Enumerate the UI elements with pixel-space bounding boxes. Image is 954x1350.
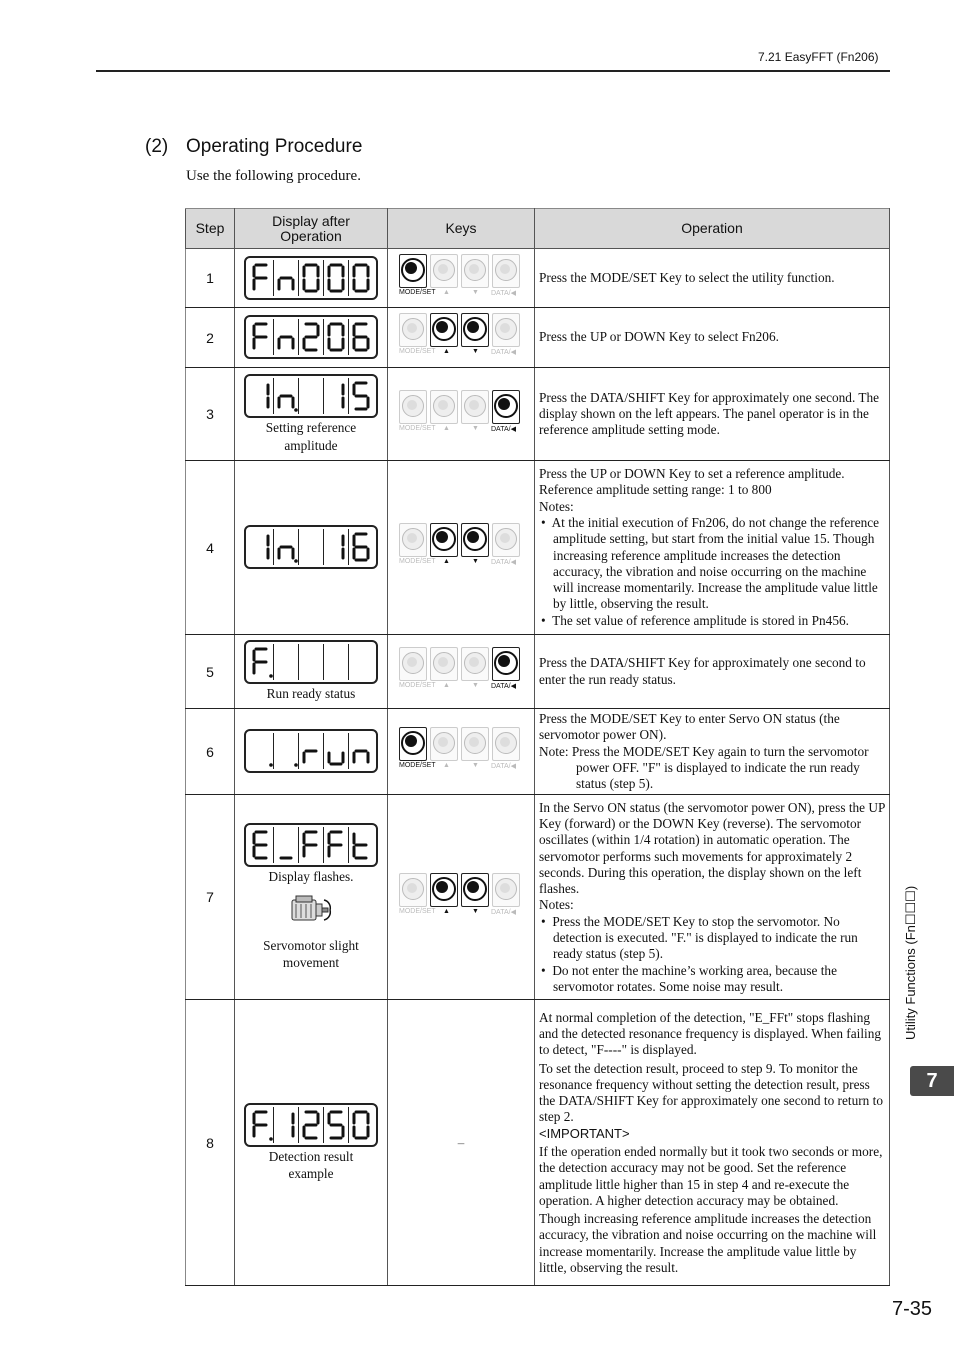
section-intro: Use the following procedure. [186,168,361,184]
table-row [186,249,890,308]
keypad-down-label: ▼ [472,558,479,565]
display-digit [249,827,273,863]
table-row [186,461,890,635]
header-display: Display after Operation [235,209,388,249]
step-number: 7 [186,795,235,1000]
operation-text: Press the UP or DOWN Key to set a reference amplitude. [539,466,845,482]
display-caption: Setting reference amplitude [265,420,357,453]
panel-display [244,640,378,684]
keypad-down-key [461,523,489,557]
keypad-diagram [399,726,523,772]
keypad-up-label: ▲ [443,907,450,915]
keypad-up-label: ▲ [443,424,450,432]
keypad-down-label: ▼ [472,348,479,355]
keypad-up-label: ▲ [443,348,450,355]
operation-text: Press the MODE/SET Key to enter Servo ON status (the servomotor power ON). [539,711,840,743]
keypad-down-label: ▼ [472,424,479,432]
keypad-down-key [461,254,489,288]
display-digit [273,827,298,863]
keypad-mode-label: MODE/SET [399,424,436,432]
keypad-diagram [399,872,523,918]
keypad-down-key [461,873,489,907]
keypad-up-key [430,254,458,288]
note-bullet: • The set value of reference amplitude is stored in Pn456. [541,612,849,628]
display-digit [273,260,298,296]
keypad-up-key [430,390,458,424]
display-digit [298,260,323,296]
keypad-data-key [492,873,520,907]
display-digit [323,1107,348,1143]
keypad-mode-label: MODE/SET [399,288,436,296]
display-caption: Detection result example [268,1148,354,1182]
step-number: 5 [186,635,235,709]
keys-cell [388,308,535,368]
display-digit [298,1107,323,1143]
keypad-mode-key [399,873,427,907]
display-digit [323,733,348,769]
display-digit [323,378,348,414]
display-digit [348,319,373,355]
table-row [186,635,890,709]
operation-text: Reference amplitude setting range: 1 to 800 [539,482,772,498]
display-digit [249,529,273,565]
table-row [186,368,890,461]
header-keys: Keys [388,209,535,249]
keys-cell [388,461,535,635]
operation-text: Press the DATA/SHIFT Key for approximately one second. The display shown on the left appears. The panel operator is in the reference amplitude setting mode. [539,389,880,438]
display-digit [273,319,298,355]
operation-cell [535,709,890,795]
keypad-down-label: ▼ [472,682,479,689]
display-cell [235,635,388,709]
keypad-mode-key [399,523,427,557]
display-digit [323,260,348,296]
keypad-data-key [492,313,520,347]
keys-cell: – [388,1000,535,1286]
keypad-up-key [430,727,458,761]
keypad-mode-key [399,390,427,424]
keypad-up-key [430,873,458,907]
step-number: 2 [186,308,235,368]
display-digit [298,319,323,355]
display-digit [323,319,348,355]
display-digit [348,1107,373,1143]
operation-cell [535,461,890,635]
operation-text: At normal completion of the detection, "E_FFt" stops flashing and the detected resonance frequency is displayed. When failing to detect, "F----" is displayed. [539,1009,882,1058]
display-digit [273,529,298,565]
operation-cell [535,368,890,461]
keypad-up-label: ▲ [443,762,450,770]
display-digit [323,827,348,863]
display-digit [249,733,273,769]
keypad-up-key [430,313,458,347]
keypad-data-key [492,727,520,761]
display-digit [249,1107,273,1143]
keypad-mode-label: MODE/SET [399,682,436,689]
side-tab-label: Utility Functions (Fn☐☐☐) [903,885,918,1040]
display-caption: Run ready status [266,686,356,702]
keypad-up-label: ▲ [443,558,450,565]
header-rule [96,70,890,72]
display-digit [249,378,273,414]
keypad-down-key [461,390,489,424]
table-row [186,1000,890,1286]
keypad-mode-key [399,647,427,681]
panel-display [244,823,378,867]
operation-cell [535,795,890,1000]
display-cell [235,249,388,308]
display-digit [298,529,323,565]
keypad-mode-label: MODE/SET [399,348,436,355]
keypad-data-key [492,647,520,681]
keypad-diagram [399,522,523,568]
operation-text: Though increasing reference amplitude increases the detection accuracy, the vibration and noise occurring on the machine will increase momentarily. Increase the amplitude value little by little, observing the result. [539,1211,877,1276]
step-number: 4 [186,461,235,635]
keys-cell [388,635,535,709]
operation-text: Press the DATA/SHIFT Key for approximately one second to enter the run ready status. [539,655,866,687]
keypad-diagram [399,389,523,435]
display-digit [298,378,323,414]
table-row [186,795,890,1000]
running-header: 7.21 EasyFFT (Fn206) [758,50,879,64]
keys-cell [388,795,535,1000]
keypad-down-key [461,313,489,347]
section-title: Operating Procedure [186,136,363,157]
step-number: 6 [186,709,235,795]
keypad-data-label: DATA/◀ [491,683,516,690]
display-digit [323,644,348,680]
keypad-diagram [399,253,523,299]
note-text: Note: Press the MODE/SET Key again to turn the servomotor power OFF. "F" is displayed to indicate the run ready status (step 5). [539,743,869,792]
keypad-data-label: DATA/◀ [491,908,516,916]
keys-cell [388,249,535,308]
keys-cell [388,709,535,795]
page-number: 7-35 [892,1298,933,1320]
keypad-data-label: DATA/◀ [491,289,516,297]
display-digit [298,733,323,769]
display-cell [235,1000,388,1286]
keypad-data-label: DATA/◀ [491,425,516,433]
display-digit [348,733,373,769]
keypad-up-key [430,523,458,557]
panel-display [244,374,378,418]
notes-label: Notes: [539,897,574,913]
important-label: <IMPORTANT> [539,1125,630,1141]
section-number: (2) [145,136,169,157]
panel-display [244,525,378,569]
display-digit [298,827,323,863]
operation-cell [535,308,890,368]
display-digit [249,644,273,680]
operation-text: Press the MODE/SET Key to select the utility function. [539,269,835,285]
display-cell [235,368,388,461]
keypad-down-key [461,727,489,761]
operation-text: To set the detection result, proceed to step 9. To monitor the resonance frequency without setting the detection result, press the DATA/SHIFT Key for approximately one second to return to step 2. [539,1060,883,1125]
notes-label: Notes: [539,498,574,514]
keypad-up-key [430,647,458,681]
procedure-table [185,208,890,1286]
panel-display [244,256,378,300]
note-bullet: • Do not enter the machine’s working area, because the servomotor rotates. Some noise may result. [541,962,837,994]
keypad-mode-key [399,313,427,347]
display-digit [273,1107,298,1143]
keypad-data-key [492,254,520,288]
keypad-mode-key [399,254,427,288]
keypad-up-label: ▲ [443,682,450,689]
display-digit [249,319,273,355]
step-number: 3 [186,368,235,461]
display-cell [235,308,388,368]
display-cell [235,461,388,635]
keypad-down-label: ▼ [472,288,479,296]
keypad-diagram [399,646,523,692]
display-digit [348,378,373,414]
note-bullet: • At the initial execution of Fn206, do not change the reference amplitude setting, but start from the initial value 15. Though increasing reference amplitude increases the detection accuracy, the vibration and noise occurring on the machine will increase momentarily. Increase the amplitude value little by little, observing the result. [541,514,880,612]
keypad-mode-key [399,727,427,761]
keypad-up-label: ▲ [443,288,450,296]
display-digit [348,529,373,565]
operation-cell [535,249,890,308]
section-heading [145,136,362,158]
display-digit [348,644,373,680]
chapter-tab: 7 [910,1066,954,1096]
display-caption: Servomotor slight movement [263,937,359,971]
step-number: 1 [186,249,235,308]
display-cell [235,795,388,1000]
keypad-mode-label: MODE/SET [399,907,436,915]
keypad-data-label: DATA/◀ [491,349,516,356]
note-bullet: • Press the MODE/SET Key to stop the servomotor. No detection is executed. "F." is displayed to indicate the run ready status (step 5). [541,913,858,962]
display-caption: Display flashes. [268,869,354,885]
display-digit [273,644,298,680]
panel-display [244,729,378,773]
step-number: 8 [186,1000,235,1286]
keypad-data-key [492,523,520,557]
operation-cell [535,1000,890,1286]
keys-cell [388,368,535,461]
display-digit [273,733,298,769]
display-digit [348,827,373,863]
display-digit [273,378,298,414]
keypad-diagram [399,312,523,358]
keypad-data-key [492,390,520,424]
operation-text: If the operation ended normally but it took two seconds or more, the detection accuracy may not be good. Set the reference amplitude little higher than 15 in step 4 and re-execute the operation. A higher detection accuracy may be obtained. [539,1143,883,1208]
keypad-mode-label: MODE/SET [399,558,436,565]
keypad-mode-label: MODE/SET [399,762,436,770]
header-operation: Operation [535,209,890,249]
servomotor-icon [288,892,334,928]
table-row [186,709,890,795]
keypad-down-key [461,647,489,681]
operation-cell [535,635,890,709]
display-digit [249,260,273,296]
display-digit [323,529,348,565]
keypad-down-label: ▼ [472,762,479,770]
operation-text: Press the UP or DOWN Key to select Fn206. [539,329,779,345]
keypad-data-label: DATA/◀ [491,559,516,566]
operation-text: In the Servo ON status (the servomotor power ON), press the UP Key (forward) or the DOWN Key (reverse). The servomotor oscillates (within 1/4 rotation) in automatic operation. The servomotor performs such movements for approximately 2 seconds. During this operation, the display shown on the left flashes. [539,799,885,897]
header-step: Step [186,209,235,249]
table-row [186,308,890,368]
panel-display [244,1103,378,1147]
keypad-data-label: DATA/◀ [491,763,516,771]
display-cell [235,709,388,795]
display-digit [298,644,323,680]
display-digit [348,260,373,296]
panel-display [244,315,378,359]
keypad-down-label: ▼ [472,907,479,915]
